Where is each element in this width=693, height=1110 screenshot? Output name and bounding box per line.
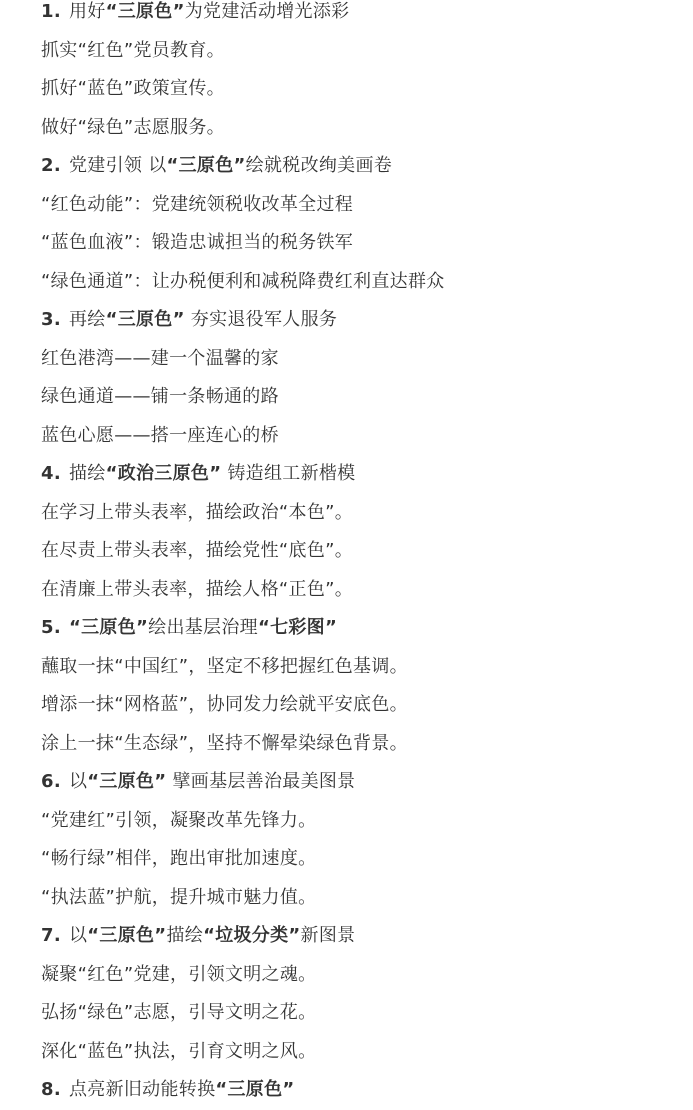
title-emphasis: “政治三原色” xyxy=(105,463,222,484)
title-text: 描绘 xyxy=(68,463,106,484)
title-emphasis: “三原色” xyxy=(87,925,167,946)
section-item: 增添一抹“网格蓝”，协同发力绘就平安底色。 xyxy=(41,694,408,715)
title-text: 再绘 xyxy=(68,309,106,330)
section-heading xyxy=(41,763,681,802)
title-emphasis: “垃圾分类” xyxy=(203,925,301,946)
title-text: 新图景 xyxy=(300,925,356,946)
title-text: 以 xyxy=(68,771,88,792)
section-number: 5. xyxy=(41,617,61,638)
title-text: 用好 xyxy=(68,1,106,22)
section-item: 抓实“红色”党员教育。 xyxy=(41,39,225,61)
section-heading xyxy=(41,1071,681,1110)
section-item: 蘸取一抹“中国红”，坚定不移把握红色基调。 xyxy=(41,655,408,677)
section-item: “党建红”引领，凝聚改革先锋力。 xyxy=(41,809,317,831)
section-item: 弘扬“绿色”志愿，引导文明之花。 xyxy=(41,1002,317,1023)
section-item: 在尽责上带头表率，描绘党性“底色”。 xyxy=(41,540,354,561)
section-number: 4. xyxy=(41,463,61,484)
section-title xyxy=(69,925,355,946)
section-item: “蓝色血液”：锻造忠诚担当的税务铁军 xyxy=(41,232,354,253)
section-item: 在学习上带头表率，描绘政治“本色”。 xyxy=(41,501,354,523)
section-heading xyxy=(41,147,681,186)
section-number: 2. xyxy=(41,155,61,176)
section-item: 红色港湾——建一个温馨的家 xyxy=(41,347,279,369)
section-number: 3. xyxy=(41,309,61,330)
section-title xyxy=(69,1,349,22)
section-heading xyxy=(41,0,681,32)
section-item: 绿色通道——铺一条畅通的路 xyxy=(41,386,279,407)
title-text: 描绘 xyxy=(166,925,204,946)
title-text: 夯实退役军人服务 xyxy=(184,309,338,330)
section-item: 做好“绿色”志愿服务。 xyxy=(41,116,225,138)
title-text: 擘画基层善治最美图景 xyxy=(166,771,356,792)
title-text: 铸造组工新楷模 xyxy=(221,463,356,484)
section-item: “执法蓝”护航，提升城市魅力值。 xyxy=(41,886,317,908)
title-emphasis: “七彩图” xyxy=(257,617,338,638)
title-emphasis: “三原色” xyxy=(68,617,149,638)
section-title xyxy=(69,309,337,330)
title-emphasis: “三原色” xyxy=(166,155,246,176)
title-emphasis: “三原色” xyxy=(105,1,185,22)
section-title xyxy=(69,463,356,484)
title-text: 党建引领 以 xyxy=(68,155,167,176)
section-item: 凝聚“红色”党建，引领文明之魂。 xyxy=(41,963,317,985)
section-heading xyxy=(41,609,681,648)
section-item: 在清廉上带头表率，描绘人格“正色”。 xyxy=(41,578,354,600)
section-number: 8. xyxy=(41,1079,61,1100)
title-emphasis: “三原色” xyxy=(87,771,167,792)
section-item: 深化“蓝色”执法，引育文明之风。 xyxy=(41,1040,317,1062)
document-body xyxy=(41,0,681,1110)
section-heading xyxy=(41,301,681,340)
section-title xyxy=(69,771,356,792)
section-heading xyxy=(41,917,681,956)
title-text: 为党建活动增光添彩 xyxy=(184,1,350,22)
section-item: “红色动能”：党建统领税收改革全过程 xyxy=(41,193,354,215)
section-number: 1. xyxy=(41,1,61,22)
title-text: 绘出基层治理 xyxy=(148,617,258,638)
section-item: 蓝色心愿——搭一座连心的桥 xyxy=(41,424,279,446)
section-number: 6. xyxy=(41,771,61,792)
section-heading xyxy=(41,455,681,494)
section-item: “绿色通道”：让办税便利和减税降费红利直达群众 xyxy=(41,270,445,292)
title-text: 以 xyxy=(68,925,88,946)
section-title xyxy=(69,617,337,638)
title-text: 绘就税改绚美画卷 xyxy=(245,155,393,176)
section-number: 7. xyxy=(41,925,61,946)
title-emphasis: “三原色” xyxy=(215,1079,295,1100)
title-emphasis: “三原色” xyxy=(105,309,185,330)
section-item: 抓好“蓝色”政策宣传。 xyxy=(41,78,225,99)
title-text: 点亮新旧动能转换 xyxy=(68,1079,216,1100)
section-item: “畅行绿”相伴，跑出审批加速度。 xyxy=(41,848,317,869)
section-item: 涂上一抹“生态绿”，坚持不懈晕染绿色背景。 xyxy=(41,732,408,754)
section-title xyxy=(69,155,392,176)
